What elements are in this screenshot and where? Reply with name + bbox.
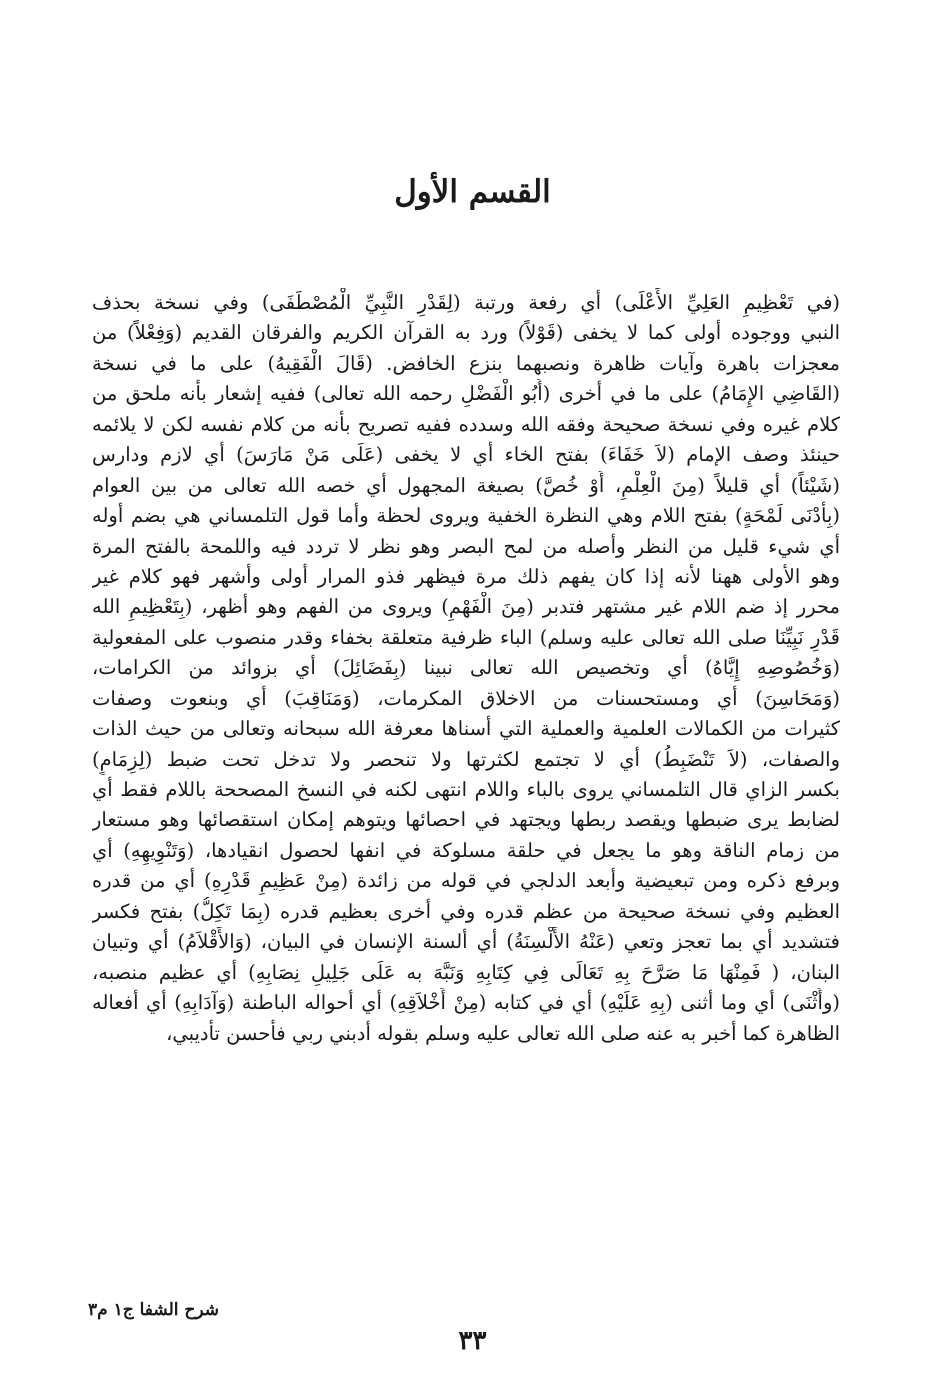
text-line: (وأَثْنَى) أي وما أثنى (بِهِ عَلَيْهِ) أي في كتابه (مِنْ أَخْلاَقِهِ) أي أحواله الباطنة (وَآدَابِهِ) أي أفعاله — [92, 991, 840, 1015]
text-line: حينئذ وصف الإمام (لاَ خَفَاءَ) بفتح الخاء أي لا يخفى (عَلَى مَنْ مَارَسَ) أي لازم ودارس — [92, 443, 840, 467]
text-line: بكسر الزاي قال التلمساني يروى بالباء واللام انتهى لكنه في النسخ المصححة باللام فقط أي — [92, 778, 840, 801]
text-line: لضابط يرى ضبطها ويقصد ربطها ويجتهد في احصائها ويتوهم إمكان استقصائها وهو مستعار — [92, 808, 840, 832]
text-line: (شَيْئاً) أي قليلاً (مِنَ الْعِلْمِ، أَوْ خُصَّ) بصيغة المجهول أي خصه الله تعالى من بين العوام — [92, 473, 840, 497]
text-line: قَدْرِ نَبِيِّنَا صلى الله تعالى عليه وسلم) الباء ظرفية متعلقة بخفاء وقدر منصوب على المفعولية — [92, 625, 840, 649]
text-line: الظاهرة كما أخبر به عنه صلى الله تعالى عليه وسلم بقوله أدبني ربي فأحسن تأديبي، — [166, 1021, 840, 1045]
text-line: والصفات، (لاَ تَنْضَبِطُ) أي لا تجتمع لكثرتها ولا تنحصر ولا تدخل تحت ضبط (لِزِمَامٍ) — [92, 747, 840, 771]
body-text — [92, 288, 840, 1049]
text-line: (بِأَدْنَى لَمْحَةٍ) بفتح اللام وهي النظرة الخفية ويروى لحظة وأما قول التلمساني هي بضم أوله — [92, 504, 840, 528]
text-line: فتشديد أي بما تعجز وتعي (عَنْهُ الأَلْسِنَةُ) أي ألسنة الإنسان في البيان، (وَالأَقْلاَمُ) أي وتبيان — [92, 930, 840, 954]
text-line: (وَمَحَاسِنَ) أي ومستحسنات من الاخلاق المكرمات، (وَمَنَاقِبَ) أي وبنعوت وصفات — [92, 686, 840, 710]
text-line: وبرفع ذكره ومن تبعيضية وأبعد الدلجي في قوله من زائدة (مِنْ عَظِيمِ قَدْرِهِ) أي من قدره — [92, 869, 840, 893]
text-line: البنان، ( فَمِنْهَا مَا صَرَّحَ بِهِ تَعَالَى فِي كِتَابِهِ وَنَبَّهَ به عَلَى جَلِيلِ نِصَابِهِ) أي عظيم منصبه، — [92, 960, 840, 984]
text-line: (في تَعْظِيمِ العَلِيِّ الأَعْلَى) أي رفعة ورتبة (لِقَدْرِ النَّبِيِّ الْمُصْطَفَى) وفي نسخة بحذف — [92, 291, 840, 314]
text-line: النبي ووجوده أولى كما لا يخفى (قَوْلاً) ورد به القرآن الكريم والفرقان القديم (وَفِعْلاً) من — [92, 321, 840, 345]
text-line: من زمام الناقة وهو ما يجعل في حلقة مسلوكة في انفها لحصول انقيادها، (وَتَنْوِيهِهِ) أي — [92, 838, 840, 862]
text-line: وهو الأولى ههنا لأنه إذا كان يفهم ذلك مرة فيظهر فذو المرار أولى وأشهر فهو كلام غير — [92, 564, 840, 588]
text-line: محرر إذ ضم اللام غير مشتهر فتدبر (مِنَ الْفَهْمِ) ويروى من الفهم وهو أظهر، (بِتَعْظِيمِ الله — [92, 595, 840, 619]
text-line: كلام غيره وفي نسخة صحيحة وفقه الله وسدده ففيه تصريح بأنه من كلام نفسه لكن لا يلائمه — [92, 412, 840, 436]
page-title: القسم الأول — [394, 174, 551, 210]
page-number: ٣٣ — [458, 1326, 487, 1356]
text-line: أي شيء قليل من النظر وأصله من لمح البصر وهو نظر لا تردد فيه واللمحة بالفتح المرة — [92, 534, 840, 558]
text-line: (وَخُصُوصِهِ إِيَّاهُ) أي وتخصيص الله تعالى نبينا (بِفَضَائِلَ) أي بزوائد من الكرامات، — [92, 656, 840, 680]
text-line: كثيرات من الكمالات العلمية والعملية التي أسناها معرفة الله سبحانه وتعالى من حيث الذات — [92, 717, 840, 741]
text-line: معجزات باهرة وآيات ظاهرة ونصبهما بنزع الخافض. (قَالَ الْفَقِيهُ) على ما في نسخة — [92, 351, 840, 375]
text-line: (القَاضِي الإِمَامُ) على ما في أخرى (أَبُو الْفَضْلِ رحمه الله تعالى) ففيه إشعار بأنه ملحق من — [92, 382, 840, 406]
signature-mark: شرح الشفا ج١ م٣ — [88, 1300, 219, 1320]
text-line: العظيم وفي نسخة صحيحة من عظم قدره وفي أخرى بعظيم قدره (بِمَا تَكِلُّ) بفتح فكسر — [92, 899, 840, 923]
